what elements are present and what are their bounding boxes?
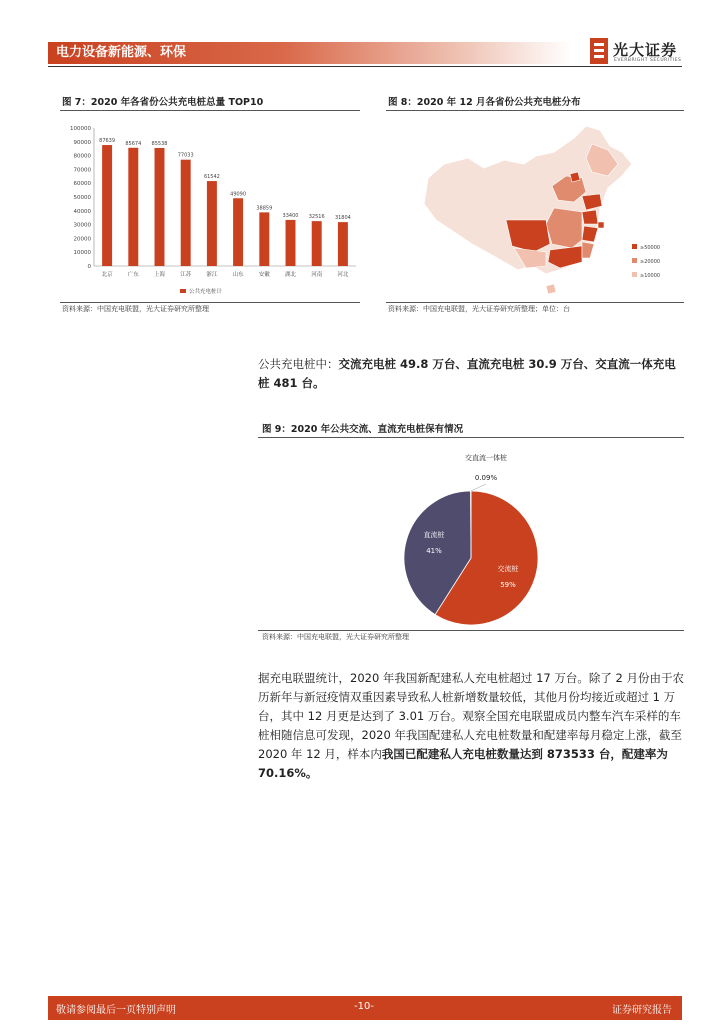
para1-bold: 交流充电桩 49.8 万台、直流充电桩 30.9 万台、交直流一体充电桩 481 台。 [258,357,676,390]
y-tick-label: 50000 [73,195,91,201]
logo-icon [590,38,608,64]
bar-value-label: 87639 [99,138,116,145]
x-tick-label: 湖北 [284,272,297,278]
fig8-province-map [386,116,684,302]
legend-swatch-10000 [632,272,637,277]
x-tick-label: 安徽 [258,272,270,278]
fig9-title-rule [258,437,684,438]
leader-line [471,484,486,491]
fig9-bottom-rule [258,630,684,631]
header-divider [48,66,682,67]
y-tick-label: 70000 [73,167,91,174]
fig7-bottom-rule [60,302,360,303]
map-legend [632,244,660,279]
x-tick-label: 河南 [311,272,323,278]
bar-value-label: 31804 [334,215,351,222]
paragraph-public-chargers [258,355,684,393]
fig9-pie-chart [258,440,684,630]
para2-normal: 据充电联盟统计，2020 年我国新配建私人充电桩超过 17 万台。除了 2 月份由于农历新年与新冠疫情双重因素导致私人桩新增数量较低，其他月份均接近或超过 1 万台，其中 12 月更是达到了 3.01 万台。观察全国充电联盟成员内整车汽车采样的车桩相随信息可发现，2020 年我国配建私人充电桩数量和配建率每月稳定上涨，截至 2020 年 12 月，样本内 [258,671,684,761]
region-beijing [570,172,580,182]
bar-value-label: 49090 [230,191,247,198]
bar-value-label: 85538 [151,140,168,147]
bar-value-label: 32516 [308,214,325,221]
x-tick-label: 浙江 [206,272,218,278]
legend-swatch-20000 [632,258,637,263]
x-tick-label: 上海 [153,272,166,278]
bar-江苏 [181,160,191,266]
y-tick-label: 60000 [73,181,91,188]
para2-bold: 我国已配建私人充电桩数量达到 873533 台，配建率为 70.16%。 [258,747,668,780]
bar-北京 [102,145,112,266]
y-tick-label: 40000 [73,208,91,215]
footer-report-type: 证券研究报告 [612,1005,672,1016]
y-tick-label: 80000 [73,153,91,160]
y-tick-label: 100000 [70,126,91,132]
legend-label-10000: ≥10000 [640,273,661,279]
legend-label: 公共充电桩计 [189,289,223,295]
logo-name: 光大证券 [613,41,678,59]
slice-label-name-ac-dc: 交直流一体桩 [465,454,507,462]
region-shanghai [598,222,604,228]
bar-value-label: 61542 [203,174,220,181]
y-tick-label: 10000 [73,250,91,257]
fig7-bar-chart [60,116,360,302]
bar-安徽 [259,212,269,266]
footer-page-number: -10- [354,1001,374,1012]
fig8-bottom-rule [386,302,684,303]
bar-广东 [128,148,138,266]
para1-prefix: 公共充电桩中： [258,357,339,371]
fig8-source: 资料来源：中国充电联盟，光大证券研究所整理；单位：台 [388,305,570,313]
fig7-title: 图 7：2020 年各省份公共充电桩总量 TOP10 [62,97,264,108]
bar-value-label: 33400 [282,212,299,219]
x-tick-label: 北京 [101,272,113,278]
slice-label-value-ac-dc: 0.09% [474,474,498,482]
bar-浙江 [207,181,217,266]
bar-value-label: 77033 [177,152,194,159]
paragraph-private-chargers [258,669,684,783]
header-section-title: 电力设备新能源、环保 [56,45,187,60]
region-central [546,208,582,248]
y-tick-label: 20000 [73,236,91,243]
bar-value-label: 38859 [256,205,273,212]
fig9-source: 资料来源：中国充电联盟，光大证券研究所整理 [262,633,409,641]
region-zhejiang [582,226,598,242]
logo-english: EVERBRIGHT SECURITIES [614,58,682,63]
bar-山东 [233,198,243,266]
bar-上海 [155,148,165,266]
x-tick-label: 河北 [337,272,349,278]
fig7-source: 资料来源：中国充电联盟，光大证券研究所整理 [62,305,209,313]
bar-河南 [312,221,322,266]
y-tick-label: 30000 [73,222,91,229]
footer-disclaimer: 敬请参阅最后一页特别声明 [56,1005,176,1016]
fig8-title: 图 8：2020 年 12 月各省份公共充电桩分布 [388,97,581,108]
slice-label-value-ac: 59% [500,581,516,589]
fig7-title-rule [60,110,360,111]
bar-湖北 [286,220,296,266]
bar-value-label: 85674 [125,140,142,147]
x-tick-label: 江苏 [180,272,192,278]
fig9-title: 图 9：2020 年公共交流、直流充电桩保有情况 [262,424,464,435]
x-tick-label: 山东 [232,272,244,278]
legend-swatch [180,289,186,293]
legend-swatch-50000 [632,244,637,249]
region-jiangsu [582,210,598,224]
region-fujian [582,242,594,258]
bar-河北 [338,222,348,266]
y-tick-label: 90000 [73,139,91,146]
x-tick-label: 广东 [127,272,139,278]
legend-label-50000: ≥50000 [640,245,661,251]
hainan-island [546,284,556,294]
slice-label-name-ac: 交流桩 [497,565,519,573]
slice-label-name-dc: 直流桩 [423,531,445,539]
slice-label-value-dc: 41% [426,547,442,555]
y-tick-label: 0 [87,264,91,270]
legend-label-20000: ≥20000 [640,259,661,265]
fig8-title-rule [386,110,684,111]
